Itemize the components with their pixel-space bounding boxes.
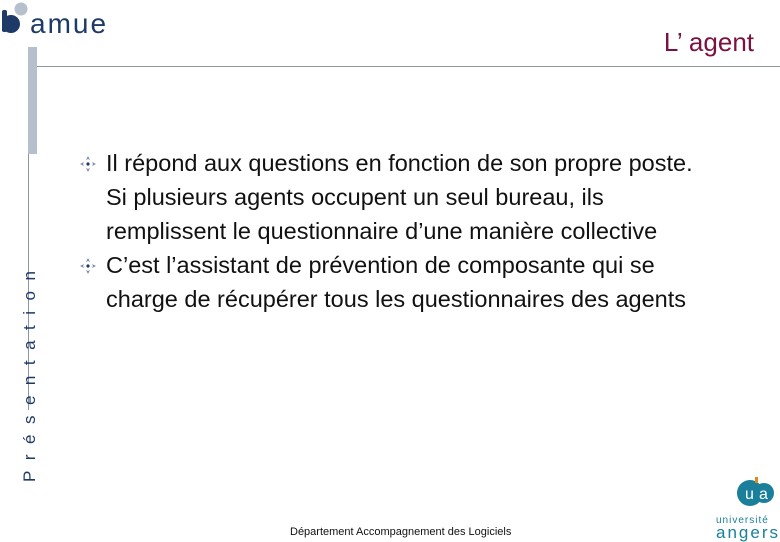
bullet-text: Il répond aux questions en fonction de son propre poste. Si plusieurs agents occupent un seul bureau, ils remplissent le questionnaire d’une manière collective xyxy=(106,150,693,244)
slide-title: L’ agent xyxy=(663,27,754,57)
bullet-item xyxy=(80,146,700,248)
footer-text: Département Accompagnement des Logiciels xyxy=(290,526,512,538)
diamond-arrows-icon xyxy=(80,258,96,274)
logo-wordmark: amue xyxy=(30,8,109,39)
bullet-item xyxy=(80,248,700,316)
header-divider xyxy=(28,66,780,67)
university-word: université xyxy=(716,515,769,526)
university-city: angers xyxy=(716,523,780,542)
amue-logo-mark xyxy=(0,0,30,42)
side-accent-bar xyxy=(28,47,37,154)
slide-content xyxy=(80,146,700,316)
university-angers-logo xyxy=(706,475,780,515)
diamond-arrows-icon xyxy=(80,156,96,172)
vertical-section-label: Présentation xyxy=(20,260,39,482)
svg-text:a: a xyxy=(759,486,768,503)
amue-logo xyxy=(0,0,140,45)
bullet-text: C’est l’assistant de prévention de composante qui se charge de récupérer tous les questionnaires des agents xyxy=(106,252,687,312)
svg-text:u: u xyxy=(745,486,754,503)
